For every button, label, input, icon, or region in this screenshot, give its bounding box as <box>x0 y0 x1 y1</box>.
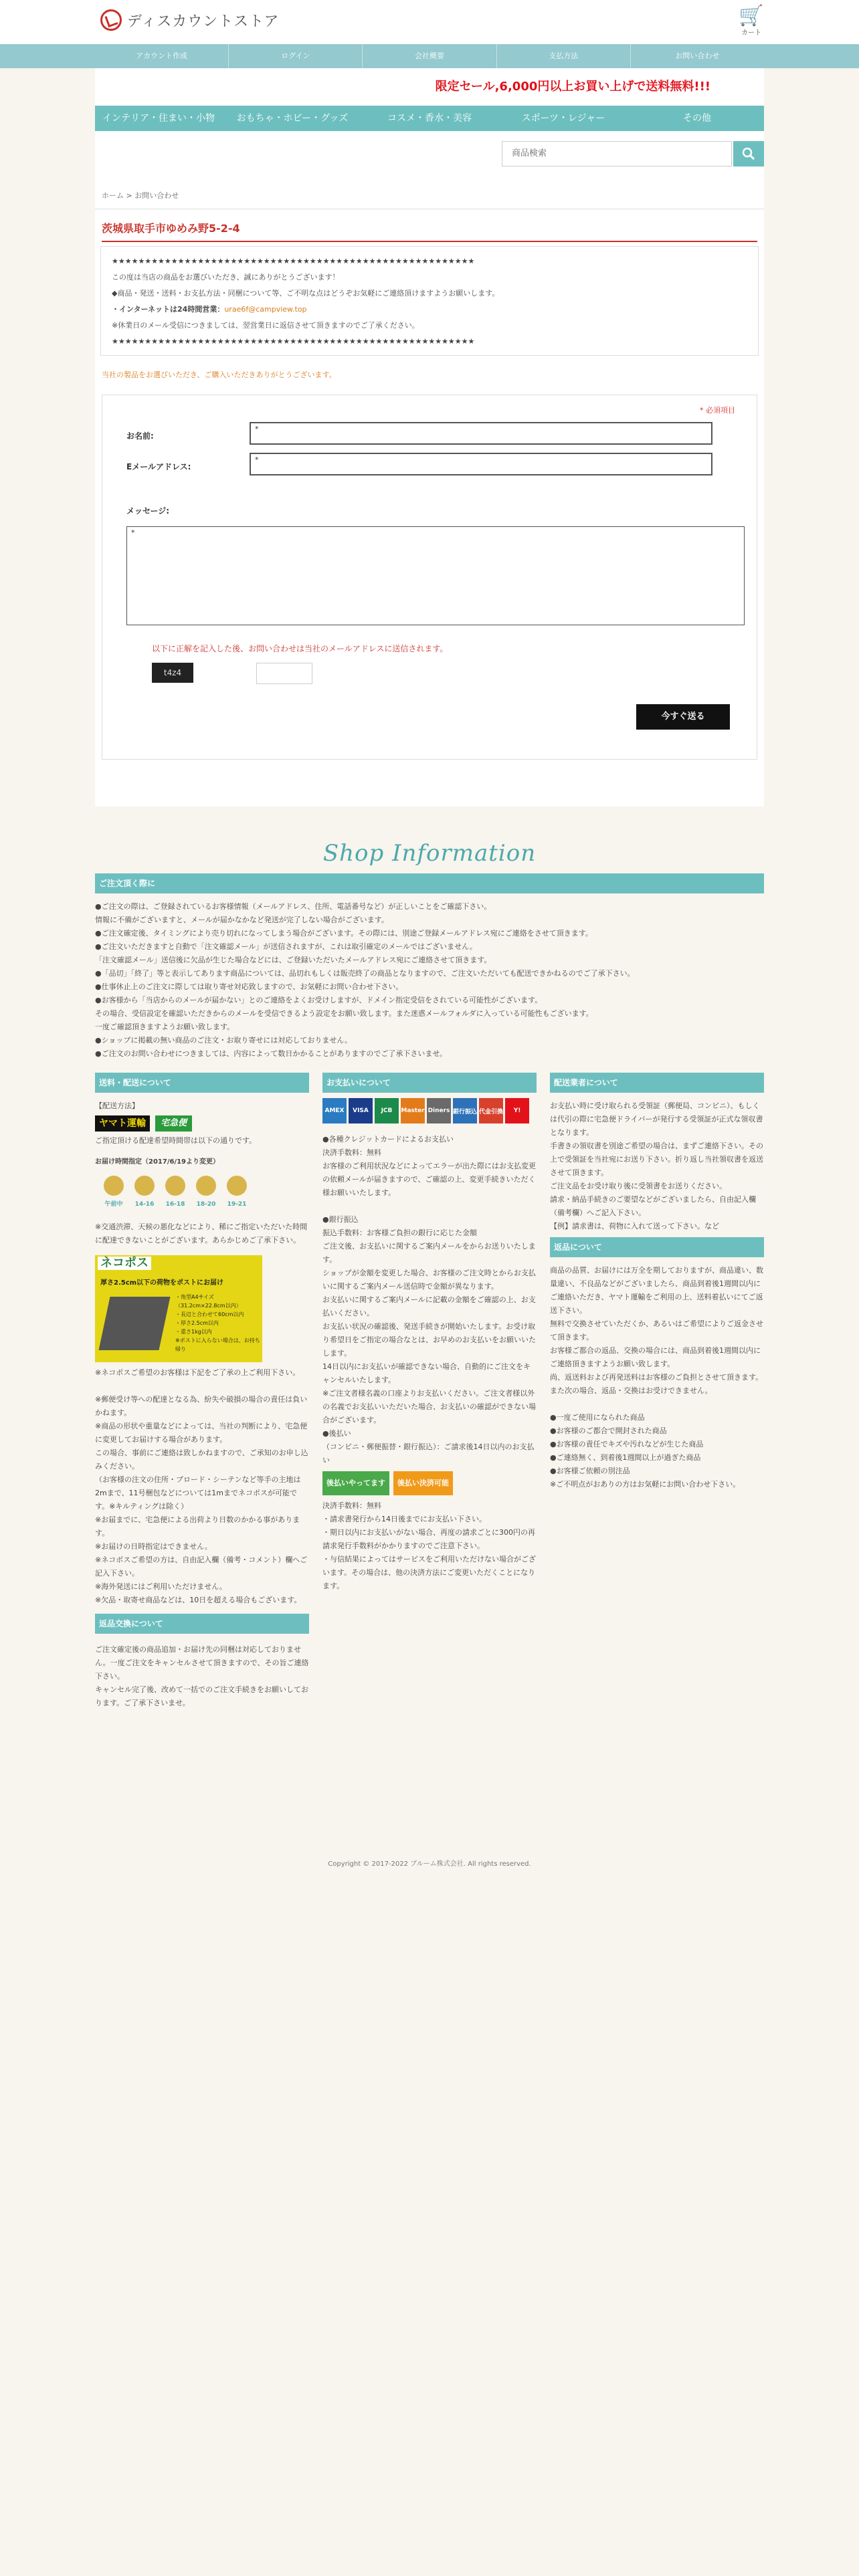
nekopos-title: ネコポス <box>98 1257 151 1270</box>
category-bar <box>95 106 764 131</box>
shipping-more: ※海外発送にはご利用いただけません。 <box>95 1582 227 1591</box>
cancel-line: ご注文確定後の商品追加・お届け先の同梱は対応しておりません。一度ご注文をキャンセルさせて頂きますので、その旨ご連絡下さい。 <box>95 1645 309 1681</box>
returns-line: 商品の品質、お届けには万全を期しておりますが、商品違い、数量違い、不良品などがございましたら、商品到着後1週間以内にご連絡いただき、ヤマト運輸をご利用の上、送料着払いにてご返送下さい。 <box>550 1266 763 1315</box>
order-line: ●ショップに掲載の無い商品のご注文・お取り寄せには対応しておりません。 <box>95 1036 353 1045</box>
order-line: ●ご注文確定後、タイミングにより売り切れになってしまう場合がございます。その際には、別途ご登録メールアドレス宛にご連絡をさせて頂きます。 <box>95 929 593 938</box>
shipping-more: この場合、事前にご連絡は致しかねますので、ご承知のお申し込みください。 <box>95 1448 308 1471</box>
nekopos-spec: ・角型A4サイズ（31.2cm×22.8cm以内） <box>175 1294 242 1309</box>
credit-title: ●各種クレジットカードによるお支払い <box>322 1135 454 1144</box>
atobarai-banners <box>322 1471 537 1495</box>
order-line: 一度ご確認頂きますようお願い致します。 <box>95 1023 235 1031</box>
nekopos-spec: ・厚さ2.5cm以内 <box>175 1320 219 1326</box>
nav-company[interactable]: 会社概要 <box>363 44 496 68</box>
captcha-image: t4z4 <box>152 663 193 683</box>
shipping-more: ※お届までに、宅急便による出荷より日数のかかる事があります。 <box>95 1515 300 1537</box>
thanks-text: 当社の製品をお選びいただき、ご購入いただきありがとうございます。 <box>102 370 337 379</box>
returns-line: また次の場合、返品・交換はお受けできません。 <box>550 1386 712 1395</box>
credit-line: 決済手数料：無料 <box>322 1148 381 1157</box>
notice-line2: ◆商品・発送・送料・お支払方法・同梱について等、ご不明な点はどうぞお気軽にご連絡頂けますようお願いします。 <box>112 289 500 298</box>
atobarai-more: ・請求書発行から14日後までにお支払い下さい。 <box>322 1515 486 1523</box>
takkyubin-logo: 宅急便 <box>155 1115 192 1132</box>
returns-line: 尚、返送料および再発送料はお客様のご負担とさせて頂きます。 <box>550 1373 763 1382</box>
shipping-more: ※郵便受け等への配達となる為、紛失や破損の場合の責任は負いかねます。 <box>95 1395 308 1417</box>
main-container <box>95 68 764 807</box>
breadcrumb[interactable]: ホーム > お問い合わせ <box>95 175 764 209</box>
time-slot: 16-18 <box>163 1176 187 1211</box>
required-note: * 必須項目 <box>700 406 735 415</box>
notice-stars-top: ★★★★★★★★★★★★★★★★★★★★★★★★★★★★★★★★★★★★★★★★★★★★★★★★★★★★★★★ <box>112 257 475 265</box>
returns-column <box>550 1073 764 1710</box>
search-icon <box>742 147 755 160</box>
contact-form <box>102 395 757 760</box>
cart-button[interactable] <box>736 5 767 37</box>
captcha-input[interactable] <box>256 663 312 684</box>
order-line: 情報に不備がございますと、メールが届かなかなど発送が完了しない場合がございます。 <box>95 916 389 924</box>
nekopos-spec: ・長辺と合わせて60cm以内 <box>175 1311 244 1317</box>
carrier-line: お支払い時に受け取られる受領証（郵便局、コンビニ）、もしくは代引の際に宅急便ドライバーが発行する受領証が正式な領収書となります。 <box>550 1101 763 1137</box>
store-logo[interactable] <box>100 9 279 31</box>
cancel-line: キャンセル完了後、改めて一括でのご注文手続きをお願いしております。ご了承下さいませ。 <box>95 1685 308 1707</box>
delivery-method-label: 【配送方法】 <box>95 1101 139 1110</box>
yahoo-icon: Y! <box>505 1098 529 1123</box>
time-slot: 19-21 <box>225 1176 249 1211</box>
returns-line: ●お客様の責任でキズや汚れなどが生じた商品 <box>550 1440 704 1448</box>
atobarai-line: （コンビニ・郵便振替・銀行振込）：ご請求後14日以内のお支払い <box>322 1442 535 1465</box>
returns-heading: 返品について <box>550 1237 764 1257</box>
time-slot: 14-16 <box>132 1176 157 1211</box>
returns-line: ※ご不明点がおありの方はお気軽にお問い合わせ下さい。 <box>550 1480 741 1489</box>
search-area <box>95 131 764 175</box>
nekopos-spec: ※ポストに入らない場合は、お持ち帰り <box>175 1337 260 1352</box>
time-slot: 18-20 <box>194 1176 218 1211</box>
nekopos-spec: ・重さ1kg以内 <box>175 1329 212 1335</box>
nekopos-desc: 厚さ2.5cm以下の荷物をポストにお届け <box>100 1279 224 1287</box>
bank-line: お支払い状況の確認後、発送手続きが開始いたします。お受け取り希望日をご指定の場合なとは、お早めのお支払いをお願いいたします。 <box>322 1322 536 1358</box>
amex-icon: AMEX <box>322 1098 347 1123</box>
carrier-line: ご注文品をお受け取り後に受領書をお送りください。 <box>550 1182 727 1190</box>
bank-line: お支払いに関するご案内メールに記載の金額をご確認の上、お支払いください。 <box>322 1295 536 1317</box>
logo-mark-icon <box>100 9 122 31</box>
carrier-heading: 配送業者について <box>550 1073 764 1093</box>
clock-icon <box>104 1176 124 1196</box>
clock-icon <box>134 1176 155 1196</box>
returns-line: ●お客様ご依頼の別注品 <box>550 1467 630 1475</box>
payment-column <box>322 1073 537 1710</box>
bank-line: 振込手数料：お客様ご負担の銀行に応じた金額 <box>322 1228 477 1237</box>
notice-box <box>100 246 759 356</box>
carrier-line: 請求・納品手続きのご要望などがございましたら、自由記入欄（備考欄）へご記入下さい。 <box>550 1195 756 1217</box>
clock-icon <box>227 1176 247 1196</box>
shipping-more: ※ネコポスご希望の方は、自由記入欄（備考・コメント）欄へご記入下さい。 <box>95 1555 308 1578</box>
time-title: お届け時間指定（2017/6/19より変更） <box>95 1158 220 1166</box>
nav-contact[interactable]: お問い合わせ <box>675 51 720 60</box>
credit-line: お客様のご利用状況などによってエラーが出た際にはお支払変更の依頼メールが届きますので、ご確認の上、変更手続きいただく様お願いいたします。 <box>322 1162 536 1197</box>
shipping-line: ご指定頂ける配達希望時間帯は以下の通りです。 <box>95 1136 257 1145</box>
footer-copyright: Copyright © 2017-2022 ブルーム株式会社. All rights reserved. <box>328 1860 531 1868</box>
sale-banner: 限定セール,6,000円以上お買い上げで送料無料!!! <box>435 80 710 94</box>
search-button[interactable] <box>733 141 764 167</box>
clock-icon <box>196 1176 216 1196</box>
notice-email-link[interactable]: urae6f@campview.top <box>224 305 307 314</box>
carrier-line: 手書きの領収書を別途ご希望の場合は、まずご連絡下さい。その上で受領証を当社宛にお送り下さい。折り返し当社領収書を返送させて頂きます。 <box>550 1142 763 1177</box>
order-line: ●「品切」「終了」等と表示してあります商品については、品切れもしくは販売終了の商品となりますので、ご注文いただいても配送できかねるのでご了承下さい。 <box>95 969 635 978</box>
time-slot: 午前中 <box>102 1176 126 1211</box>
mastercard-icon: Master <box>401 1098 425 1123</box>
shop-info-section <box>95 807 764 1710</box>
order-line: ●お客様から「当店からのメールが届かない」とのご連絡をよくお受けしますが、ドメイン指定受信をされている可能性がございます。 <box>95 996 543 1004</box>
order-line: その場合、受信設定を確認いただきからのメールを受信できるよう設定をお願い致します。また迷惑メールフォルダに入っている可能性もございます。 <box>95 1009 593 1018</box>
shipping-more: ※お届けの日時指定はできません。 <box>95 1542 212 1551</box>
jcb-icon: JCB <box>375 1098 399 1123</box>
notice-line3 <box>112 302 747 318</box>
category-sports[interactable]: スポーツ・レジャー <box>521 113 605 124</box>
message-textarea[interactable]: * <box>126 526 745 625</box>
visa-icon: VISA <box>349 1098 373 1123</box>
notice-line1: この度は当店の商品をお選びいただき、誠にありがとうございます！ <box>112 273 340 282</box>
bank-line: ご注文後、お支払いに関するご案内メールをからお送りいたします。 <box>322 1242 536 1264</box>
mailbox-icon <box>98 1297 170 1350</box>
category-interior[interactable]: インテリア・住まい・小物 <box>102 113 215 124</box>
shipping-heading: 送料・配送について <box>95 1073 309 1093</box>
nekopos-banner <box>95 1255 262 1362</box>
nav-payment[interactable]: 支払方法 <box>497 44 631 68</box>
atobarai-more: ・与信結果によってはサービスをご利用いただけない場合がございます。その場合は、他の決済方法にご変更いただくことになります。 <box>322 1555 536 1590</box>
clock-icon <box>165 1176 185 1196</box>
cart-label: カート <box>741 29 761 37</box>
notice-hours-label: ・インターネットは24時間営業： <box>112 305 225 314</box>
returns-line: 無料で交換させていただくか、あるいはご希望によりご返金させて頂きます。 <box>550 1319 763 1341</box>
order-text <box>95 900 764 1061</box>
atobarai-more: 決済手数料：無料 <box>322 1501 381 1510</box>
atobarai-title: ●後払い <box>322 1429 351 1438</box>
returns-line: ●一度ご使用になられた商品 <box>550 1413 645 1422</box>
shipping-more: ※ネコポスご希望のお客様は下記をご了承の上ご利用下さい。 <box>95 1368 300 1377</box>
payment-heading: お支払いについて <box>322 1073 537 1093</box>
search-input[interactable]: 商品検索 <box>502 141 732 167</box>
bank-transfer-icon: 銀行振込 <box>453 1098 477 1123</box>
logo-text: ディスカウントストア <box>127 13 280 30</box>
atobarai-banner-2: 後払い決済可能 <box>393 1471 453 1495</box>
email-label: Eメールアドレス: <box>126 462 191 471</box>
page-title: 茨城県取手市ゆめみ野5-2-4 <box>102 220 757 242</box>
submit-button[interactable]: 今すぐ送る <box>636 704 730 730</box>
order-line: ●仕事休止上のご注文に際しては取り寄せ対応致しますので、お気軽にお問い合わせ下さい。 <box>95 982 403 991</box>
order-line: ●ご注文のお問い合わせにつきましては、内容によって数日かかることがありますのでご了承下さいませ。 <box>95 1049 448 1058</box>
email-field[interactable]: * <box>250 453 712 475</box>
payment-icons <box>322 1098 537 1123</box>
order-line: 「注文確認メール」送信後に欠品が生じた場合などには、ご登録いただいたメールアドレス宛にご連絡させて頂きます。 <box>95 956 492 964</box>
email-note: 以下に正解を記入した後、お問い合わせは当社のメールアドレスに送信されます。 <box>152 644 448 653</box>
cod-icon: 代金引換 <box>479 1098 503 1123</box>
diners-icon: Diners <box>427 1098 451 1123</box>
cart-icon: 🛒 <box>739 4 764 27</box>
category-cosmetics[interactable]: コスメ・香水・美容 <box>387 113 472 124</box>
order-heading: ご注文頂く際に <box>95 873 764 893</box>
category-other[interactable]: その他 <box>683 113 711 124</box>
category-toys[interactable]: おもちゃ・ホビー・グッズ <box>236 113 349 124</box>
name-label: お名前: <box>126 431 154 441</box>
atobarai-more: ・期日以内にお支払いがない場合、再度の請求ごとに300円の再請求発行手数料がかかりますのでご注意下さい。 <box>322 1528 535 1550</box>
returns-line: ●ご連絡無く、到着後1週間以上が過ぎた商品 <box>550 1453 701 1462</box>
nav-create-account[interactable]: アカウント作成 <box>95 44 229 68</box>
time-slots <box>102 1176 309 1211</box>
shipping-column <box>95 1073 309 1710</box>
shipping-note: ※交通渋滞、天候の悪化などにより、稀にご指定いただいた時間に配達できないことがございます。あらかじめご了承下さい。 <box>95 1222 308 1245</box>
nav-login[interactable]: ログイン <box>229 44 363 68</box>
notice-line4: ※休業日のメール受信につきましては、翌営業日に返信させて頂きますのでご了承ください。 <box>112 321 419 330</box>
returns-line: ●お客様のご都合で開封された商品 <box>550 1426 667 1435</box>
main-nav <box>0 44 859 68</box>
message-label: メッセージ: <box>126 506 170 516</box>
shipping-more: （お客様の注文の住所・ブロード・シーテンなど等手の主地は2mまで、11号梱包などについては1mまでネコポスが可能です。※キルティングは除く） <box>95 1475 301 1511</box>
yamato-logo: ヤマト運輸 <box>95 1115 150 1132</box>
cancel-heading: 返品交換について <box>95 1614 309 1634</box>
shipping-more: ※欠品・取寄せ商品などは、10日を超える場合もございます。 <box>95 1596 302 1604</box>
name-field[interactable]: * <box>250 422 712 445</box>
order-line: ●ご注文の際は、ご登録されているお客様情報（メールアドレス、住所、電話番号など）が正しいことをご確認下さい。 <box>95 902 492 911</box>
bank-line: 14日以内にお支払いが確認できない場合、自動的にご注文をキャンセルいたします。 <box>322 1362 531 1384</box>
shipping-more: ※商品の形状や重量などによっては、当社の判断により、宅急便に変更してお届けする場合があります。 <box>95 1422 308 1444</box>
atobarai-banner: 後払いやってます <box>322 1471 389 1495</box>
bank-title: ●銀行振込 <box>322 1215 359 1224</box>
carrier-line: 【例】請求書は、荷物に入れて送って下さい。など <box>550 1222 719 1230</box>
shop-info-title: Shop Information <box>322 840 537 867</box>
notice-stars-bottom: ★★★★★★★★★★★★★★★★★★★★★★★★★★★★★★★★★★★★★★★★★★★★★★★★★★★★★★★ <box>112 337 475 346</box>
bank-line: ※ご注文者様名義の口座よりお支払いください。ご注文者様以外の名義でお支払いいただいた場合、お支払いの確認ができない場合がございます。 <box>322 1389 536 1424</box>
bank-line: ショップが金額を変更した場合、お客様のご注文時とからお支払いに関するご案内メール送信時で金額が異なります。 <box>322 1269 536 1291</box>
returns-line: お客様ご都合の返品、交換の場合には、商品到着後1週間以内にご連絡頂きますようお願い致します。 <box>550 1346 761 1368</box>
top-header <box>0 0 859 44</box>
order-line: ●ご注文いただきますと自動で「注文確認メール」が送信されますが、これは取引確定のメールではございません。 <box>95 942 477 951</box>
